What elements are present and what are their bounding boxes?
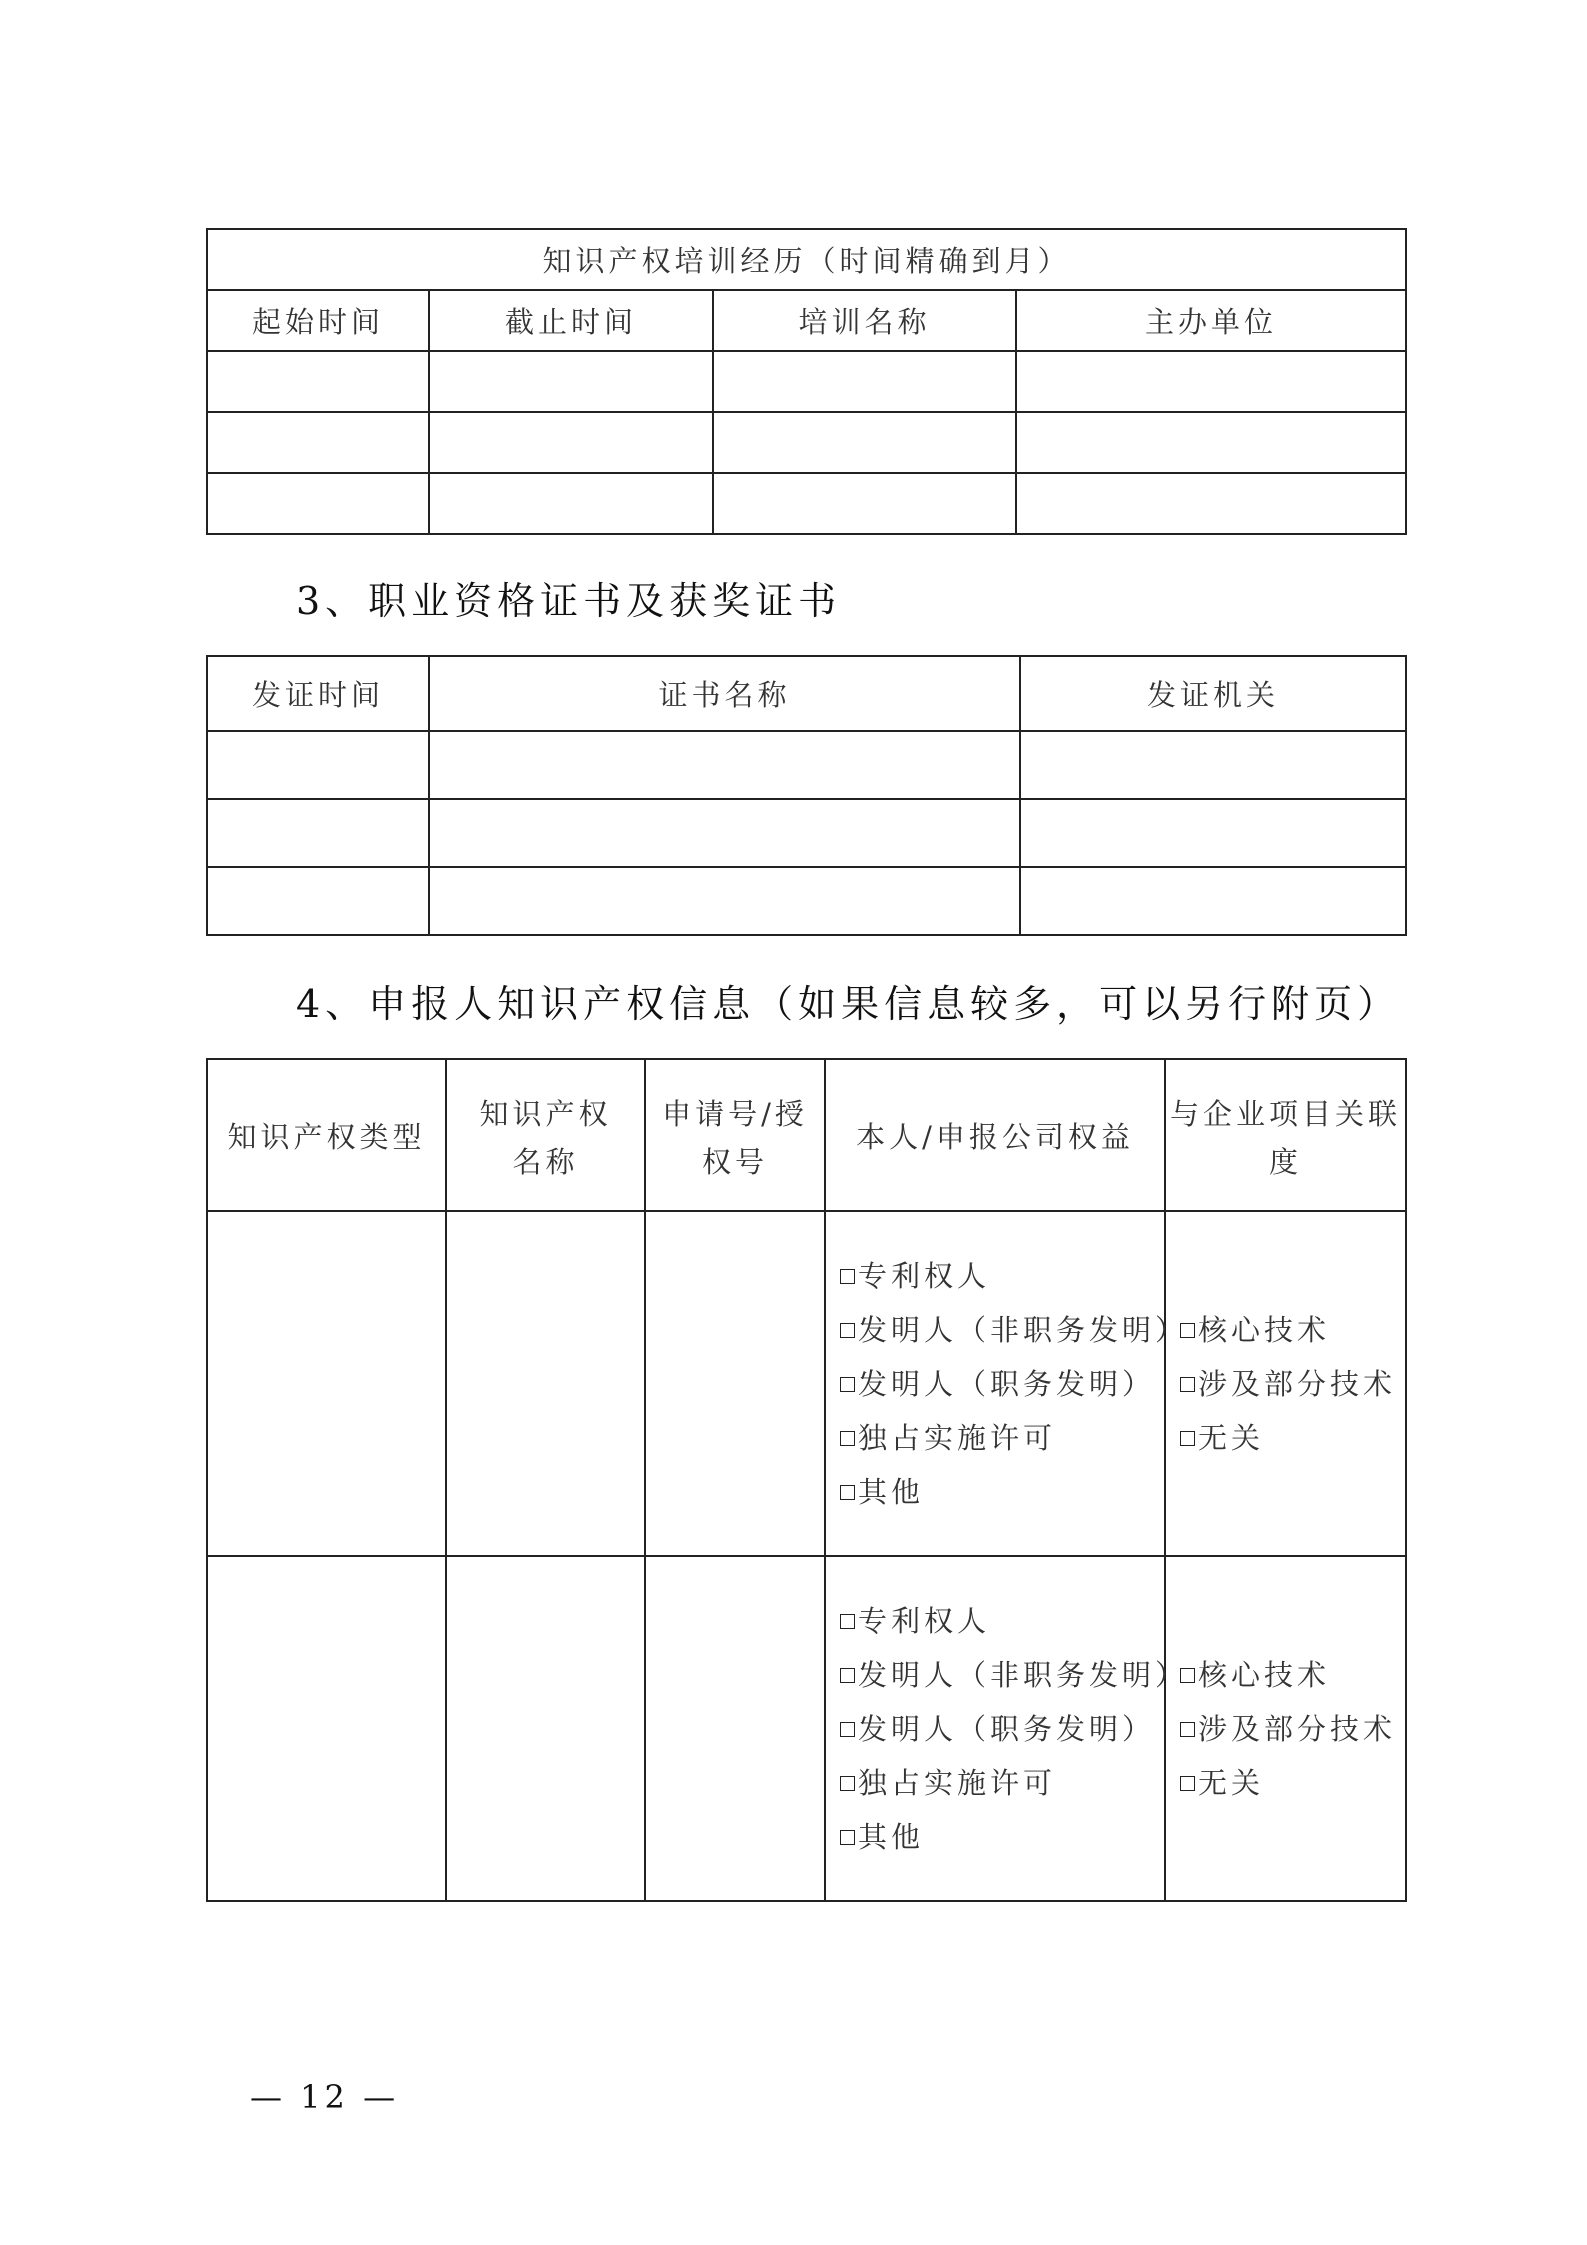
relevance-option[interactable]: 涉及部分技术 [1180,1702,1405,1756]
header-application-number [645,1059,825,1211]
cell[interactable] [1016,351,1406,412]
relevance-option[interactable]: 核心技术 [1180,1648,1405,1702]
relevance-options [1165,1556,1406,1901]
rights-option[interactable]: 独占实施许可 [840,1411,1164,1465]
checkbox-icon[interactable] [840,1776,855,1791]
cell[interactable] [446,1556,645,1901]
checkbox-icon[interactable] [840,1830,855,1845]
checkbox-icon[interactable] [1180,1722,1195,1737]
header-certificate-name: 证书名称 [429,656,1020,731]
header-issue-date: 发证时间 [207,656,429,731]
cell[interactable] [1020,867,1406,935]
section-3-heading: 3、职业资格证书及获奖证书 [296,579,842,623]
checkbox-icon[interactable] [1180,1431,1195,1446]
rights-option[interactable]: 其他 [840,1810,1164,1864]
cell[interactable] [429,731,1020,799]
table-row [207,799,1406,867]
cell[interactable] [207,731,429,799]
cell[interactable] [645,1556,825,1901]
training-title: 知识产权培训经历（时间精确到月） [207,229,1406,290]
header-ip-name [446,1059,645,1211]
section-4-heading: 4、申报人知识产权信息（如果信息较多，可以另行附页） [296,982,1401,1026]
cell[interactable] [645,1211,825,1556]
checkbox-icon[interactable] [1180,1323,1195,1338]
table-row [207,1211,1406,1556]
table-row [207,1556,1406,1901]
checkbox-icon[interactable] [1180,1776,1195,1791]
header-appno-line2: 权号 [701,1145,768,1179]
cell[interactable] [207,351,429,412]
rights-option[interactable]: 发明人（职务发明） [840,1702,1164,1756]
cell[interactable] [207,799,429,867]
cell[interactable] [207,412,429,473]
header-start-time: 起始时间 [207,290,429,351]
cell[interactable] [713,412,1016,473]
rights-options [825,1211,1189,1556]
checkbox-icon[interactable] [840,1431,855,1446]
certificates-table [206,655,1407,936]
relevance-option[interactable]: 无关 [1180,1411,1405,1465]
header-relevance-line2: 度 [1268,1145,1302,1179]
header-end-time: 截止时间 [429,290,713,351]
checkbox-icon[interactable] [840,1485,855,1500]
cell[interactable] [207,1211,446,1556]
checkbox-icon[interactable] [1180,1377,1195,1392]
checkbox-icon[interactable] [1180,1668,1195,1683]
page-number: — 12 — [250,2078,400,2116]
table-row [207,473,1406,534]
cell[interactable] [429,351,713,412]
header-relevance-line1: 与企业项目关联 [1169,1097,1401,1131]
header-issuing-authority: 发证机关 [1020,656,1406,731]
rights-option[interactable]: 发明人（非职务发明） [840,1648,1164,1702]
checkbox-icon[interactable] [840,1323,855,1338]
relevance-options [1165,1211,1406,1556]
relevance-option[interactable]: 无关 [1180,1756,1405,1810]
rights-option[interactable]: 发明人（职务发明） [840,1357,1164,1411]
cell[interactable] [429,473,713,534]
header-relevance [1165,1059,1406,1211]
checkbox-icon[interactable] [840,1269,855,1284]
table-row [207,351,1406,412]
rights-option[interactable]: 发明人（非职务发明） [840,1303,1164,1357]
relevance-option[interactable]: 核心技术 [1180,1303,1405,1357]
cell[interactable] [429,799,1020,867]
header-rights: 本人/申报公司权益 [825,1059,1165,1211]
cell[interactable] [1020,799,1406,867]
ip-info-table [206,1058,1407,1902]
relevance-option[interactable]: 涉及部分技术 [1180,1357,1405,1411]
checkbox-icon[interactable] [840,1722,855,1737]
header-organizer: 主办单位 [1016,290,1406,351]
rights-option[interactable]: 其他 [840,1465,1164,1519]
header-ip-name-line1: 知识产权 [479,1097,612,1131]
header-ip-type: 知识产权类型 [207,1059,446,1211]
checkbox-icon[interactable] [840,1668,855,1683]
cell[interactable] [446,1211,645,1556]
checkbox-icon[interactable] [840,1614,855,1629]
header-appno-line1: 申请号/授 [662,1097,808,1131]
cell[interactable] [207,473,429,534]
cell[interactable] [1020,731,1406,799]
cell[interactable] [1016,412,1406,473]
rights-option[interactable]: 专利权人 [840,1249,1164,1303]
cell[interactable] [429,867,1020,935]
header-ip-name-line2: 名称 [512,1145,579,1179]
cell[interactable] [207,867,429,935]
cell[interactable] [713,351,1016,412]
cell[interactable] [207,1556,446,1901]
header-training-name: 培训名称 [713,290,1016,351]
cell[interactable] [713,473,1016,534]
table-row [207,731,1406,799]
cell[interactable] [1016,473,1406,534]
cell[interactable] [429,412,713,473]
table-row [207,412,1406,473]
training-table [206,228,1407,535]
rights-option[interactable]: 专利权人 [840,1594,1164,1648]
checkbox-icon[interactable] [840,1377,855,1392]
rights-options [825,1556,1189,1901]
table-row [207,867,1406,935]
rights-option[interactable]: 独占实施许可 [840,1756,1164,1810]
